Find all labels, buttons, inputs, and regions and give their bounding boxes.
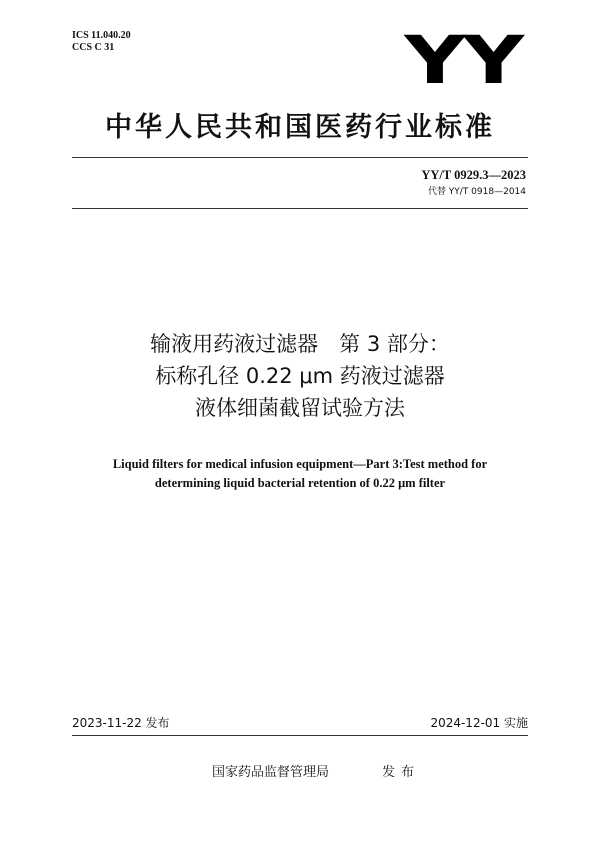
implementation-date: 2024-12-01 实施 [430,716,528,730]
top-divider [72,157,528,158]
chinese-title-line-1: 输液用药液过滤器 第 3 部分： [150,332,450,356]
english-title-line-1: Liquid filters for medical infusion equipment—Part 3:Test method for [112,457,488,471]
publisher-action: 发布 [382,765,421,780]
standard-category-title: 中华人民共和国医药行业标准 [105,112,495,143]
chinese-title [0,328,600,424]
publisher-name: 国家药品监督管理局 [212,765,330,780]
header-divider [72,208,528,209]
replaces-standard: 代替 YY/T 0918—2014 [427,187,526,197]
chinese-title-line-2: 标称孔径 0.22 μm 药液过滤器 [155,364,445,388]
ics-code: ICS 11.040.20 [72,30,131,41]
ccs-code: CCS C 31 [72,42,115,53]
english-title-line-2: determining liquid bacterial retention of 0.22 μm filter [154,476,446,490]
yy-logo: YY [404,22,522,99]
issue-date: 2023-11-22 发布 [72,716,170,730]
chinese-title-line-3: 液体细菌截留试验方法 [195,396,405,420]
english-title [0,455,600,493]
standard-number: YY/T 0929.3—2023 [421,168,526,182]
bottom-divider [72,735,528,736]
classification-codes [72,30,131,54]
